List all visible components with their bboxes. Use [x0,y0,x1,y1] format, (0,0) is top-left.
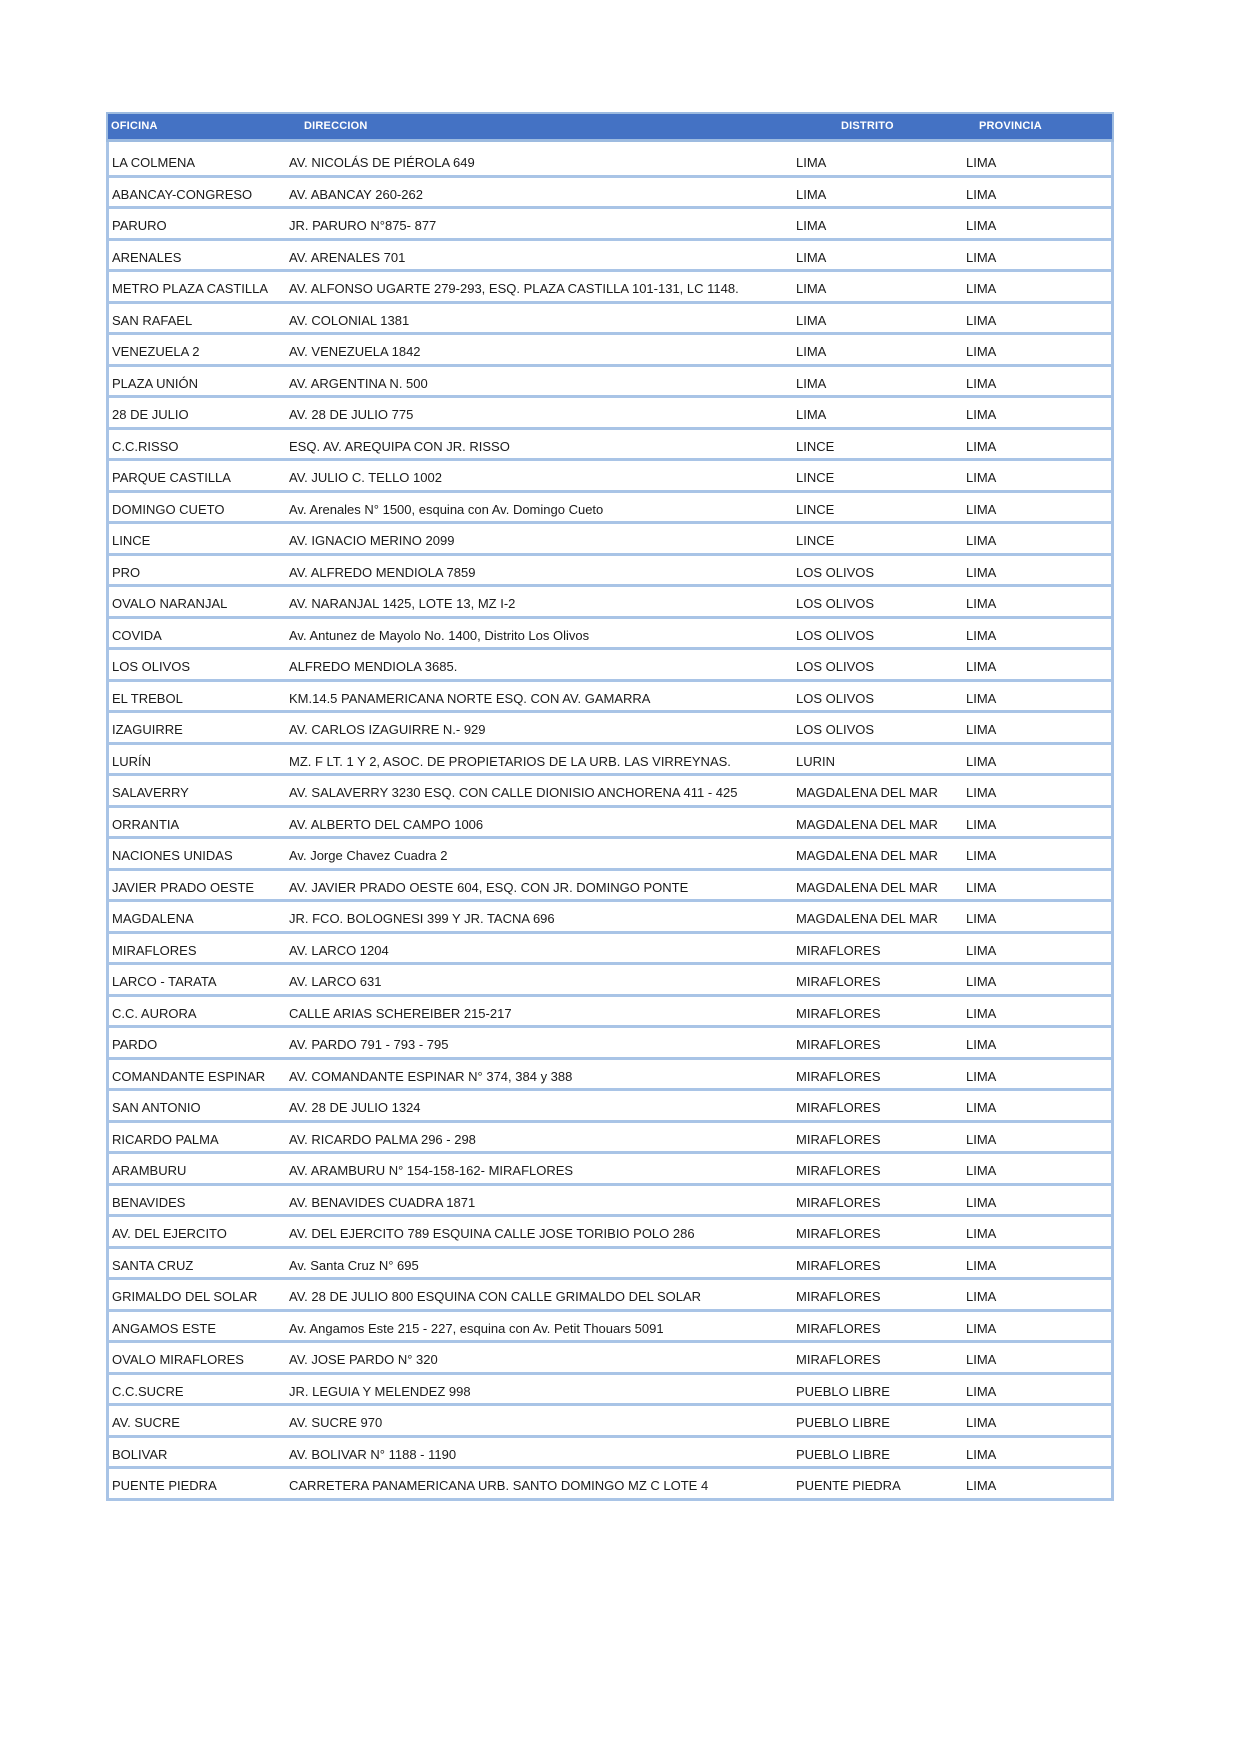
cell-distrito: LINCE [796,470,835,485]
cell-direccion: AV. COMANDANTE ESPINAR N° 374, 384 y 388 [289,1068,573,1084]
cell-distrito: MIRAFLORES [796,1131,881,1147]
table-row [109,461,1111,493]
cell-direccion: AV. PARDO 791 - 793 - 795 [289,1037,449,1052]
cell-oficina: SAN RAFAEL [112,312,193,328]
cell-oficina: PARDO [112,1037,158,1052]
cell-oficina: VENEZUELA 2 [112,344,200,359]
table-row [109,304,1111,336]
cell-direccion: AV. ARGENTINA N. 500 [289,375,428,391]
cell-oficina: IZAGUIRRE [112,722,183,737]
cell-distrito: MIRAFLORES [796,1226,881,1241]
table-header-row [106,112,1114,142]
cell-provincia: LIMA [966,879,997,895]
cell-provincia: LIMA [966,1289,997,1304]
cell-provincia: LIMA [966,344,997,359]
cell-provincia: LIMA [966,596,997,611]
table-row [109,556,1111,588]
cell-distrito: LOS OLIVOS [796,690,875,706]
cell-oficina: EL TREBOL [112,690,183,706]
cell-provincia: LIMA [966,186,997,202]
cell-oficina: ORRANTIA [112,816,180,832]
cell-provincia: LIMA [966,1383,997,1399]
cell-distrito: LIMA [796,186,827,202]
cell-distrito: LOS OLIVOS [796,596,875,611]
cell-oficina: MIRAFLORES [112,942,197,958]
cell-direccion: AV. SUCRE 970 [289,1415,383,1430]
table-row [109,1280,1111,1312]
cell-distrito: MIRAFLORES [796,1037,881,1052]
cell-oficina: LINCE [112,533,151,548]
cell-provincia: LIMA [966,753,997,769]
table-row [109,209,1111,241]
cell-distrito: MIRAFLORES [796,1320,881,1336]
cell-provincia: LIMA [966,1257,997,1273]
cell-oficina: PARQUE CASTILLA [112,470,231,485]
cell-provincia: LIMA [966,281,997,296]
cell-direccion: AV. CARLOS IZAGUIRRE N.- 929 [289,722,486,737]
cell-oficina: C.C. AURORA [112,1005,197,1021]
cell-oficina: LA COLMENA [112,155,196,170]
cell-distrito: LIMA [796,312,827,328]
cell-direccion: JR. LEGUIA Y MELENDEZ 998 [289,1383,471,1399]
cell-direccion: AV. ABANCAY 260-262 [289,186,423,202]
cell-direccion: AV. LARCO 631 [289,974,382,989]
cell-distrito: MAGDALENA DEL MAR [796,879,938,895]
cell-oficina: ABANCAY-CONGRESO [112,186,253,202]
table-row [109,902,1111,934]
cell-provincia: LIMA [966,375,997,391]
cell-provincia: LIMA [966,438,997,454]
table-row [109,997,1111,1029]
cell-distrito: LIMA [796,155,827,170]
cell-distrito: MIRAFLORES [796,974,881,989]
cell-oficina: OVALO NARANJAL [112,596,228,611]
table-row [109,1028,1111,1060]
cell-distrito: LOS OLIVOS [796,659,875,674]
table-row [109,241,1111,273]
table-row [109,1406,1111,1438]
cell-provincia: LIMA [966,1320,997,1336]
table-row [109,335,1111,367]
cell-distrito: LIMA [796,344,827,359]
cell-provincia: LIMA [966,1226,997,1241]
table-row [109,776,1111,808]
table-row [109,1375,1111,1407]
cell-distrito: LOS OLIVOS [796,627,875,643]
cell-provincia: LIMA [966,1163,997,1178]
cell-provincia: LIMA [966,155,997,170]
table-row [109,1186,1111,1218]
cell-oficina: SANTA CRUZ [112,1257,194,1273]
cell-oficina: ARAMBURU [112,1163,187,1178]
cell-distrito: MIRAFLORES [796,1289,881,1304]
cell-oficina: RICARDO PALMA [112,1131,219,1147]
cell-provincia: LIMA [966,249,997,265]
cell-distrito: PUEBLO LIBRE [796,1446,890,1462]
cell-distrito: MIRAFLORES [796,1163,881,1178]
cell-oficina: NACIONES UNIDAS [112,848,233,863]
cell-distrito: LIMA [796,407,827,422]
cell-distrito: PUENTE PIEDRA [796,1478,901,1493]
cell-oficina: SAN ANTONIO [112,1100,201,1115]
cell-direccion: KM.14.5 PANAMERICANA NORTE ESQ. CON AV. GAMARRA [289,690,651,706]
cell-direccion: AV. JOSE PARDO N° 320 [289,1352,438,1367]
cell-distrito: PUEBLO LIBRE [796,1383,890,1399]
table-row [109,745,1111,777]
cell-distrito: MIRAFLORES [796,942,881,958]
offices-table [106,112,1114,1501]
cell-direccion: AV. LARCO 1204 [289,942,389,958]
table-row [109,965,1111,997]
cell-direccion: JR. PARURO N°875- 877 [289,218,437,233]
cell-direccion: AV. ARENALES 701 [289,249,406,265]
table-row [109,1343,1111,1375]
cell-provincia: LIMA [966,1446,997,1462]
cell-oficina: 28 DE JULIO [112,407,189,422]
cell-direccion: MZ. F LT. 1 Y 2, ASOC. DE PROPIETARIOS DE LA URB. LAS VIRREYNAS. [289,753,731,769]
cell-direccion: AV. 28 DE JULIO 775 [289,407,414,422]
cell-direccion: Av. Antunez de Mayolo No. 1400, Distrito Los Olivos [289,627,590,643]
cell-provincia: LIMA [966,1194,997,1210]
cell-oficina: COVIDA [112,627,162,643]
cell-oficina: PUENTE PIEDRA [112,1478,217,1493]
cell-direccion: AV. ARAMBURU N° 154-158-162- MIRAFLORES [289,1163,574,1178]
table-row [109,871,1111,903]
cell-direccion: AV. RICARDO PALMA 296 - 298 [289,1131,476,1147]
cell-provincia: LIMA [966,659,997,674]
header-oficina: OFICINA [111,120,158,132]
cell-oficina: PLAZA UNIÓN [112,375,198,391]
cell-direccion: AV. VENEZUELA 1842 [289,344,421,359]
cell-provincia: LIMA [966,785,997,800]
table-row [109,1154,1111,1186]
table-row [109,1123,1111,1155]
table-row [109,839,1111,871]
cell-distrito: LOS OLIVOS [796,564,875,580]
cell-direccion: AV. NICOLÁS DE PIÉROLA 649 [289,155,475,170]
cell-provincia: LIMA [966,1415,997,1430]
cell-provincia: LIMA [966,1352,997,1367]
cell-provincia: LIMA [966,690,997,706]
cell-oficina: C.C.RISSO [112,438,179,454]
cell-direccion: Av. Jorge Chavez Cuadra 2 [289,848,448,863]
cell-provincia: LIMA [966,501,997,517]
cell-distrito: LURIN [796,753,836,769]
cell-distrito: MIRAFLORES [796,1194,881,1210]
cell-distrito: MAGDALENA DEL MAR [796,911,938,926]
cell-oficina: LURÍN [112,753,152,769]
cell-direccion: JR. FCO. BOLOGNESI 399 Y JR. TACNA 696 [289,911,555,926]
table-row [109,272,1111,304]
header-provincia: PROVINCIA [979,120,1042,132]
cell-provincia: LIMA [966,816,997,832]
cell-distrito: LIMA [796,218,827,233]
cell-provincia: LIMA [966,1131,997,1147]
cell-direccion: Av. Arenales N° 1500, esquina con Av. Domingo Cueto [289,501,604,517]
cell-provincia: LIMA [966,312,997,328]
cell-oficina: BENAVIDES [112,1194,186,1210]
cell-direccion: CALLE ARIAS SCHEREIBER 215-217 [289,1005,512,1021]
table-row [109,524,1111,556]
cell-distrito: MAGDALENA DEL MAR [796,816,938,832]
cell-oficina: BOLIVAR [112,1446,168,1462]
cell-distrito: MAGDALENA DEL MAR [796,848,938,863]
cell-distrito: MIRAFLORES [796,1100,881,1115]
table-row [109,1091,1111,1123]
cell-provincia: LIMA [966,627,997,643]
cell-direccion: CARRETERA PANAMERICANA URB. SANTO DOMINGO MZ C LOTE 4 [289,1478,709,1493]
cell-direccion: AV. ALBERTO DEL CAMPO 1006 [289,816,484,832]
cell-oficina: SALAVERRY [112,785,189,800]
cell-provincia: LIMA [966,1478,997,1493]
cell-distrito: MIRAFLORES [796,1068,881,1084]
cell-distrito: MAGDALENA DEL MAR [796,785,938,800]
table-body [106,142,1114,1501]
cell-provincia: LIMA [966,1100,997,1115]
cell-distrito: LOS OLIVOS [796,722,875,737]
cell-provincia: LIMA [966,470,997,485]
cell-direccion: AV. 28 DE JULIO 1324 [289,1100,421,1115]
cell-oficina: COMANDANTE ESPINAR [112,1068,266,1084]
cell-direccion: AV. 28 DE JULIO 800 ESQUINA CON CALLE GRIMALDO DEL SOLAR [289,1289,702,1304]
cell-direccion: AV. ALFREDO MENDIOLA 7859 [289,564,476,580]
table-row [109,808,1111,840]
cell-provincia: LIMA [966,564,997,580]
cell-oficina: JAVIER PRADO OESTE [112,879,255,895]
cell-oficina: GRIMALDO DEL SOLAR [112,1289,258,1304]
table-row [109,146,1111,178]
cell-direccion: AV. BOLIVAR N° 1188 - 1190 [289,1446,457,1462]
cell-oficina: PARURO [112,218,167,233]
cell-oficina: PRO [112,564,141,580]
table-row [109,1312,1111,1344]
cell-oficina: AV. DEL EJERCITO [112,1226,227,1241]
cell-direccion: AV. NARANJAL 1425, LOTE 13, MZ I-2 [289,596,516,611]
cell-direccion: ALFREDO MENDIOLA 3685. [289,659,458,674]
cell-direccion: AV. COLONIAL 1381 [289,312,410,328]
cell-direccion: AV. JULIO C. TELLO 1002 [289,470,442,485]
header-direccion: DIRECCION [304,120,368,132]
cell-oficina: C.C.SUCRE [112,1383,184,1399]
cell-direccion: ESQ. AV. AREQUIPA CON JR. RISSO [289,438,510,454]
table-row [109,1438,1111,1470]
cell-oficina: AV. SUCRE [112,1415,180,1430]
cell-oficina: ARENALES [112,249,182,265]
cell-direccion: AV. ALFONSO UGARTE 279-293, ESQ. PLAZA CASTILLA 101-131, LC 1148. [289,281,739,296]
cell-distrito: LIMA [796,375,827,391]
cell-direccion: AV. JAVIER PRADO OESTE 604, ESQ. CON JR. DOMINGO PONTE [289,879,689,895]
cell-distrito: LINCE [796,501,835,517]
cell-provincia: LIMA [966,911,997,926]
cell-oficina: LARCO - TARATA [112,974,217,989]
cell-distrito: LINCE [796,533,835,548]
cell-direccion: AV. DEL EJERCITO 789 ESQUINA CALLE JOSE TORIBIO POLO 286 [289,1226,695,1241]
cell-distrito: PUEBLO LIBRE [796,1415,890,1430]
cell-distrito: MIRAFLORES [796,1005,881,1021]
cell-direccion: Av. Santa Cruz N° 695 [289,1257,419,1273]
cell-oficina: LOS OLIVOS [112,659,191,674]
cell-distrito: MIRAFLORES [796,1257,881,1273]
cell-provincia: LIMA [966,533,997,548]
table-row [109,430,1111,462]
table-row [109,1249,1111,1281]
header-distrito: DISTRITO [841,120,894,132]
cell-provincia: LIMA [966,848,997,863]
table-row [109,367,1111,399]
table-row [109,934,1111,966]
table-row [109,1217,1111,1249]
table-row [109,713,1111,745]
cell-provincia: LIMA [966,218,997,233]
cell-direccion: AV. SALAVERRY 3230 ESQ. CON CALLE DIONISIO ANCHORENA 411 - 425 [289,785,738,800]
cell-provincia: LIMA [966,1037,997,1052]
table-row [109,178,1111,210]
cell-direccion: AV. IGNACIO MERINO 2099 [289,533,455,548]
cell-provincia: LIMA [966,722,997,737]
table-row [109,650,1111,682]
cell-distrito: MIRAFLORES [796,1352,881,1367]
cell-provincia: LIMA [966,942,997,958]
cell-oficina: DOMINGO CUETO [112,501,225,517]
cell-oficina: OVALO MIRAFLORES [112,1352,244,1367]
cell-provincia: LIMA [966,1005,997,1021]
cell-oficina: MAGDALENA [112,911,194,926]
table-row [109,619,1111,651]
cell-distrito: LIMA [796,249,827,265]
cell-direccion: AV. BENAVIDES CUADRA 1871 [289,1194,476,1210]
cell-direccion: Av. Angamos Este 215 - 227, esquina con Av. Petit Thouars 5091 [289,1320,664,1336]
table-row [109,1469,1111,1501]
cell-provincia: LIMA [966,1068,997,1084]
table-row [109,398,1111,430]
cell-oficina: METRO PLAZA CASTILLA [112,281,269,296]
table-row [109,587,1111,619]
cell-distrito: LINCE [796,438,835,454]
table-row [109,1060,1111,1092]
table-row [109,682,1111,714]
cell-provincia: LIMA [966,407,997,422]
table-row [109,493,1111,525]
cell-provincia: LIMA [966,974,997,989]
cell-distrito: LIMA [796,281,827,296]
cell-oficina: ANGAMOS ESTE [112,1320,217,1336]
